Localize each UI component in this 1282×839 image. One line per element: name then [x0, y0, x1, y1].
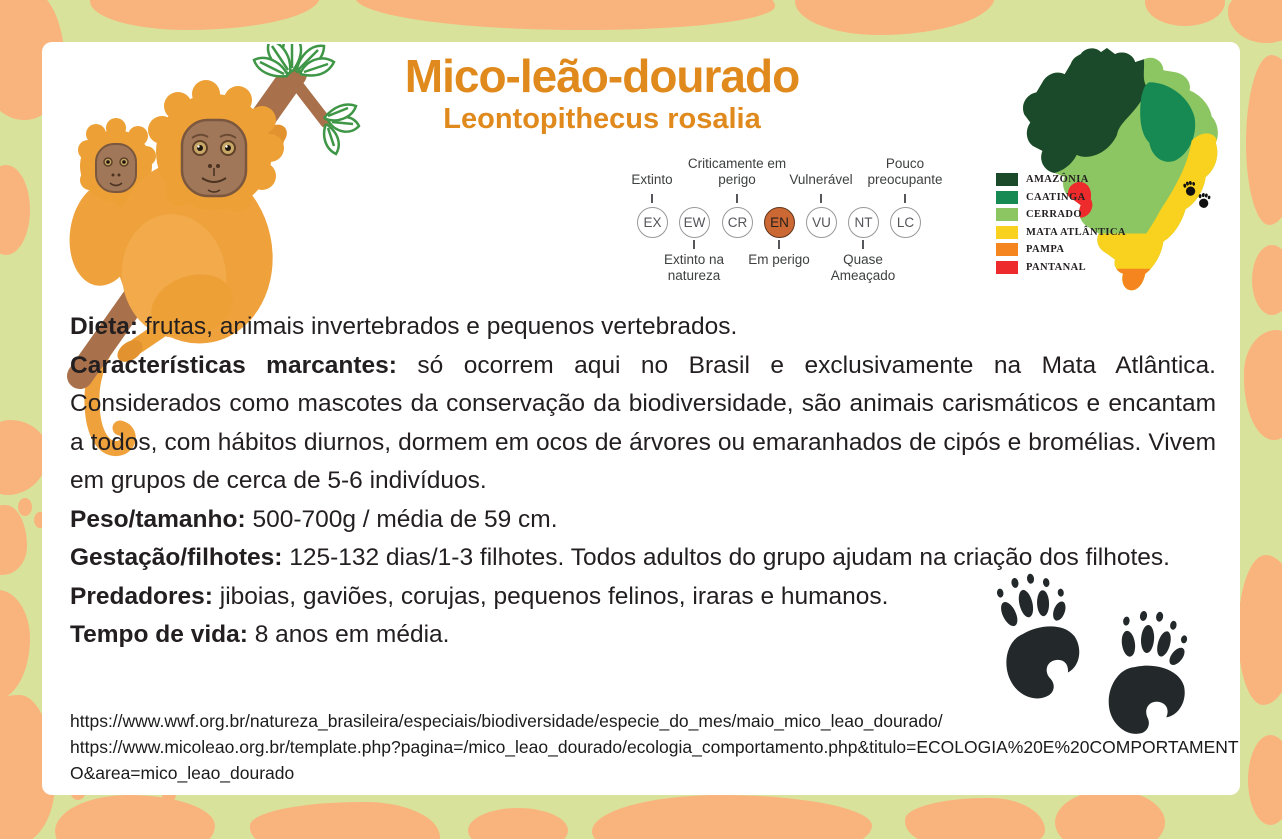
- scientific-name: Leontopithecus rosalia: [443, 103, 761, 135]
- pattern-blob: [1055, 790, 1165, 839]
- fact-text: 8 anos em média.: [254, 621, 450, 648]
- pattern-blob: [0, 165, 30, 255]
- status-label-critically-endangered: Criticamente em perigo: [687, 156, 787, 187]
- legend-swatch: [996, 191, 1018, 204]
- pattern-blob: [18, 498, 32, 516]
- fact-text: jiboias, gaviões, corujas, pequenos felinos, iraras e humanos.: [219, 582, 889, 610]
- status-label-extinct-in-wild: Extinto na natureza: [663, 252, 725, 283]
- status-label-near-threatened: Quase Ameaçado: [830, 252, 896, 283]
- pattern-blob: [1145, 0, 1225, 26]
- pattern-blob: [1252, 245, 1282, 315]
- pattern-blob: [795, 0, 995, 35]
- connector-line: [778, 240, 780, 249]
- legend-swatch: [996, 173, 1018, 186]
- fact-diet: [70, 308, 1216, 347]
- status-circle-cr: CR: [722, 207, 753, 238]
- pattern-blob: [55, 795, 215, 839]
- status-label-vulnerable: Vulnerável: [789, 172, 853, 187]
- legend-label: PANTANAL: [1026, 261, 1086, 273]
- pattern-blob: [1238, 555, 1282, 705]
- legend-label: MATA ATLÂNTICA: [1026, 226, 1126, 238]
- status-label-extinct: Extinto: [631, 172, 673, 187]
- legend-item: [996, 243, 1126, 256]
- source-url: https://www.micoleao.org.br/template.php?pagina=/mico_leao_dourado/ecologia_comportamento.php&titulo=ECOLOGIA%20E%20COMPORTAMENTO&area=mico_leao_dourado: [70, 737, 1239, 783]
- page-title: Mico-leão-dourado: [404, 50, 800, 102]
- status-circle-lc: LC: [890, 207, 921, 238]
- status-label-least-concern: Pouco preocupante: [867, 156, 943, 187]
- pattern-blob: [1248, 735, 1282, 825]
- sources: [70, 708, 1242, 786]
- biome-map: [988, 42, 1240, 302]
- fact-weight-size: [70, 501, 1216, 540]
- fact-text: frutas, animais invertebrados e pequenos vertebrados.: [144, 313, 738, 340]
- connector-line: [820, 194, 822, 203]
- legend-label: PAMPA: [1026, 244, 1065, 255]
- pattern-blob: [1246, 55, 1282, 225]
- fact-text: 500-700g / média de 59 cm.: [252, 505, 558, 533]
- status-circle-vu: VU: [806, 207, 837, 238]
- legend-item: [996, 173, 1126, 186]
- fact-text: 125-132 dias/1-3 filhotes. Todos adultos do grupo ajudam na criação dos filhotes.: [289, 544, 1170, 571]
- connector-line: [862, 240, 864, 249]
- legend-swatch: [996, 261, 1018, 274]
- legend-item: [996, 226, 1126, 239]
- fact-label: Características marcantes:: [70, 351, 397, 379]
- connector-line: [736, 194, 738, 203]
- pattern-blob: [355, 0, 775, 30]
- fact-label: Tempo de vida:: [70, 621, 248, 648]
- legend-label: CERRADO: [1026, 209, 1082, 220]
- fact-traits: [70, 347, 1216, 501]
- legend-item: [996, 261, 1126, 274]
- pattern-blob: [0, 590, 30, 700]
- status-label-endangered: Em perigo: [748, 252, 810, 267]
- legend-swatch: [996, 208, 1018, 221]
- connector-line: [651, 194, 653, 203]
- legend-swatch: [996, 226, 1018, 239]
- pattern-blob: [905, 798, 1045, 839]
- header: [342, 50, 862, 136]
- fact-label: Gestação/filhotes:: [70, 544, 283, 571]
- status-circle-nt: NT: [848, 207, 879, 238]
- fact-label: Predadores:: [70, 582, 213, 610]
- legend-swatch: [996, 243, 1018, 256]
- status-circle-ex: EX: [637, 207, 668, 238]
- pattern-blob: [250, 802, 440, 839]
- pattern-blob: [592, 795, 872, 839]
- conservation-status-scale: [617, 148, 962, 308]
- pattern-blob: [1228, 0, 1282, 43]
- pattern-blob: [1244, 330, 1282, 440]
- connector-line: [904, 194, 906, 203]
- connector-line: [693, 240, 695, 249]
- biome-pampa: [1089, 269, 1168, 302]
- legend-label: AMAZÔNIA: [1026, 174, 1089, 185]
- pattern-blob: [90, 0, 320, 30]
- status-circle-ew: EW: [679, 207, 710, 238]
- fact-text: só ocorrem aqui no Brasil e exclusivamente na Mata Atlântica. Considerados como mascotes da conservação da biodiversidade, são animais carismáticos e encantam a todos, com hábitos diurnos, dormem em ocos de árvores ou emaranhados de cipós e bromélias. Vivem em grupos de cerca de 5-6 indivíduos.: [70, 351, 1216, 494]
- legend-item: [996, 208, 1126, 221]
- fact-label: Peso/tamanho:: [70, 505, 246, 533]
- biome-legend: [996, 173, 1126, 274]
- source-url: https://www.wwf.org.br/natureza_brasileira/especiais/biodiversidade/especie_do_mes/maio_mico_leao_dourado/: [70, 711, 943, 731]
- pattern-blob: [0, 420, 48, 495]
- fact-label: Dieta:: [70, 313, 139, 340]
- status-circle-en-active: EN: [764, 207, 795, 238]
- species-card: [42, 42, 1240, 795]
- legend-item: [996, 191, 1126, 204]
- pattern-blob: [468, 808, 568, 839]
- legend-label: CAATINGA: [1026, 191, 1086, 203]
